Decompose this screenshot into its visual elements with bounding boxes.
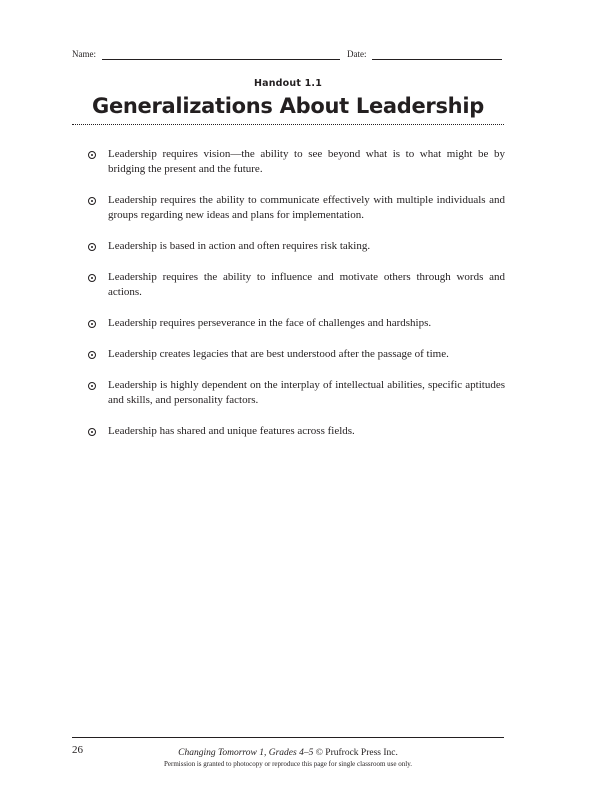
handout-label: Handout 1.1 xyxy=(253,78,323,89)
name-label: Name: xyxy=(72,49,96,59)
list-item-text: Leadership creates legacies that are best understood after the passage of time. xyxy=(108,348,449,360)
list-item xyxy=(88,147,505,177)
bullet-icon xyxy=(88,351,96,359)
list-item-text: Leadership is based in action and often requires risk taking. xyxy=(108,240,371,252)
list-item-text: Leadership requires vision—the ability to see beyond what is to what might be by bridging the present and the future. xyxy=(108,148,505,175)
generalizations-list xyxy=(88,147,505,455)
list-item xyxy=(88,316,505,331)
book-title: Changing Tomorrow 1, Grades 4–5 xyxy=(178,748,314,758)
list-item-text: Leadership requires perseverance in the face of challenges and hardships. xyxy=(108,317,432,329)
list-item-text: Leadership has shared and unique features across fields. xyxy=(108,425,355,437)
bullet-icon xyxy=(88,274,96,282)
footer-credit xyxy=(72,748,504,758)
list-item xyxy=(88,270,505,300)
list-item-text: Leadership requires the ability to influence and motivate others through words and actions. xyxy=(108,271,505,298)
list-item xyxy=(88,378,505,408)
footer-divider xyxy=(72,737,504,738)
bullet-icon xyxy=(88,382,96,390)
list-item-text: Leadership is highly dependent on the interplay of intellectual abilities, specific aptitudes and skills, and personality factors. xyxy=(108,379,505,406)
bullet-icon xyxy=(88,197,96,205)
title-divider xyxy=(72,124,504,125)
name-field[interactable] xyxy=(102,59,340,60)
list-item xyxy=(88,193,505,223)
date-label: Date: xyxy=(347,49,367,59)
date-field[interactable] xyxy=(372,59,502,60)
list-item xyxy=(88,239,505,254)
list-item xyxy=(88,347,505,362)
page-number: 26 xyxy=(72,744,83,756)
permission-notice: Permission is granted to photocopy or reproduce this page for single classroom use only. xyxy=(164,760,412,768)
bullet-icon xyxy=(88,243,96,251)
bullet-icon xyxy=(88,151,96,159)
copyright-text: © Prufrock Press Inc. xyxy=(313,748,398,758)
list-item-text: Leadership requires the ability to communicate effectively with multiple individuals and groups regarding new ideas and plans for implementation. xyxy=(108,194,505,221)
list-item xyxy=(88,424,505,439)
bullet-icon xyxy=(88,428,96,436)
name-date-row xyxy=(72,48,504,62)
bullet-icon xyxy=(88,320,96,328)
page-title: Generalizations About Leadership xyxy=(92,94,484,118)
